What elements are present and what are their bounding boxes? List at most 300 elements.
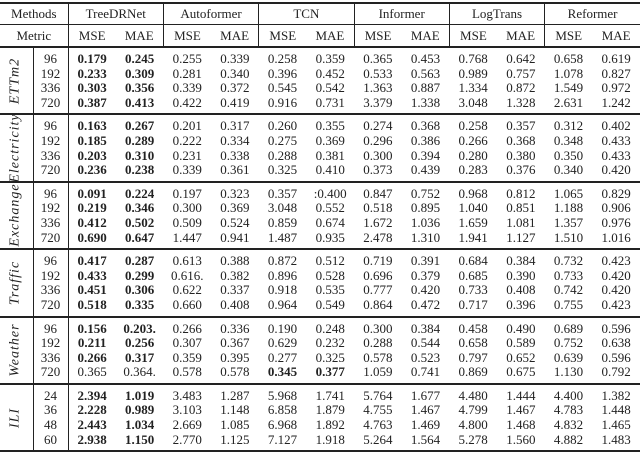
value-cell: 0.989	[458, 65, 488, 81]
value-cell: 0.376	[506, 162, 536, 178]
results-table	[0, 2, 640, 452]
table-row	[0, 403, 640, 418]
value-cell: 1.469	[410, 417, 441, 433]
value-cell: 1.487	[267, 229, 298, 245]
table-row	[0, 114, 640, 134]
value-cell: 0.509	[172, 214, 202, 230]
value-cell: 4.800	[458, 417, 488, 433]
value-cell	[116, 433, 164, 452]
best-value: 0.335	[124, 296, 155, 312]
horizon-cell: 96	[33, 249, 68, 269]
value-cell: 0.638	[601, 335, 631, 351]
value-cell: 0.847	[363, 185, 393, 201]
value-cell	[116, 418, 164, 433]
value-cell: 0.369	[315, 132, 345, 148]
best-value: 0.518	[77, 296, 107, 312]
value-cell: 1.659	[458, 214, 488, 230]
horizon-cell: 192	[33, 201, 68, 216]
value-cell	[116, 336, 164, 351]
value-cell: 0.675	[506, 364, 536, 380]
value-cell	[116, 283, 164, 298]
value-cell: 1.447	[172, 229, 202, 245]
value-cell: 4.763	[363, 417, 393, 433]
value-cell	[116, 249, 164, 269]
value-cell: 0.622	[172, 282, 202, 298]
horizon-cell: 36	[33, 403, 68, 418]
value-cell: 1.363	[363, 80, 393, 96]
best-value: 0.412	[77, 214, 107, 230]
value-cell: 0.337	[220, 282, 250, 298]
horizon-cell: 96	[33, 317, 68, 337]
value-cell: 0.334	[220, 132, 250, 148]
value-cell: 5.264	[363, 431, 393, 447]
best-value: 0.287	[124, 253, 155, 269]
table-row	[0, 365, 640, 384]
value-cell	[68, 249, 116, 269]
value-cell: 0.752	[410, 185, 441, 201]
value-cell: 1.941	[458, 229, 488, 245]
value-cell	[116, 351, 164, 366]
best-value: 0.238	[124, 162, 155, 178]
value-cell: 0.350	[553, 147, 584, 163]
best-value: 0.387	[77, 94, 107, 110]
value-cell: 1.338	[410, 94, 441, 110]
value-cell: 0.535	[315, 282, 345, 298]
value-cell: 0.777	[363, 282, 393, 298]
value-cell: 0.864	[363, 296, 393, 312]
value-cell	[68, 47, 116, 67]
value-cell: :0.400	[313, 185, 347, 201]
value-cell: 1.188	[553, 200, 584, 216]
value-cell: 0.300	[363, 320, 393, 336]
value-cell: 0.420	[410, 282, 441, 298]
table-row	[0, 298, 640, 317]
value-cell: 0.386	[410, 132, 441, 148]
horizon-cell: 720	[33, 163, 68, 182]
value-cell: 0.642	[506, 51, 536, 66]
value-cell: 4.882	[553, 431, 584, 447]
value-cell: 1.085	[220, 417, 250, 433]
methods-label: Methods	[0, 3, 68, 25]
best-value: 0.417	[77, 253, 107, 269]
value-cell: 1.125	[220, 431, 250, 447]
value-cell: 0.422	[172, 94, 202, 110]
dataset-group	[0, 249, 640, 316]
table-row	[0, 317, 640, 337]
value-cell: 1.467	[410, 402, 441, 418]
value-cell: 0.533	[363, 65, 393, 81]
value-cell: 0.396	[267, 65, 298, 81]
value-cell: 0.348	[553, 132, 584, 148]
metric-header: MSE	[259, 25, 307, 48]
value-cell	[68, 81, 116, 96]
value-cell: 1.549	[553, 80, 584, 96]
value-cell: 0.935	[315, 229, 345, 245]
value-cell: 1.741	[315, 387, 345, 403]
value-cell	[68, 149, 116, 164]
value-cell: 0.812	[506, 185, 536, 201]
value-cell	[116, 298, 164, 317]
value-cell: 0.258	[458, 118, 488, 134]
value-cell: 0.458	[458, 320, 488, 336]
table-row	[0, 249, 640, 269]
value-cell: 0.524	[220, 214, 250, 230]
value-cell: 4.400	[553, 387, 584, 403]
value-cell: 3.048	[458, 94, 488, 110]
value-cell: 0.381	[315, 147, 345, 163]
value-cell: 0.906	[601, 200, 631, 216]
value-cell: 7.127	[267, 431, 298, 447]
value-cell	[68, 351, 116, 366]
best-value: 0.309	[124, 65, 155, 81]
dataset-group	[0, 384, 640, 451]
value-cell: 0.433	[601, 132, 631, 148]
value-cell	[116, 67, 164, 82]
value-cell: 0.355	[315, 118, 345, 134]
best-value: 0.211	[77, 335, 107, 351]
best-value: 0.989	[124, 402, 155, 418]
value-cell	[68, 96, 116, 115]
value-cell: 0.339	[220, 51, 250, 66]
value-cell	[68, 201, 116, 216]
horizon-cell: 336	[33, 283, 68, 298]
value-cell: 0.258	[267, 51, 298, 66]
horizon-cell: 720	[33, 96, 68, 115]
value-cell: 0.283	[458, 162, 488, 178]
value-cell: 0.359	[172, 349, 202, 365]
value-cell: 0.887	[410, 80, 441, 96]
value-cell: 0.545	[267, 80, 298, 96]
metric-header: MSE	[449, 25, 497, 48]
value-cell	[68, 134, 116, 149]
value-cell: 0.512	[315, 253, 345, 269]
value-cell: 0.658	[458, 335, 488, 351]
value-cell: 0.578	[220, 364, 250, 380]
value-cell: 5.278	[458, 431, 488, 447]
best-value: 0.236	[77, 162, 107, 178]
value-cell	[68, 418, 116, 433]
value-cell: 0.275	[267, 132, 298, 148]
value-cell: 4.480	[458, 387, 488, 403]
dataset-name: Electricity	[7, 113, 23, 183]
value-cell: 1.448	[601, 402, 631, 418]
table-row	[0, 216, 640, 231]
best-value: 2.938	[77, 431, 107, 447]
value-cell: 2.770	[172, 431, 202, 447]
value-cell: 0.300	[363, 147, 393, 163]
value-cell	[116, 317, 164, 337]
value-cell: 0.391	[410, 253, 441, 269]
best-value: 0.413	[124, 94, 155, 110]
dataset-label	[0, 114, 33, 181]
value-cell: 1.382	[601, 387, 631, 403]
value-cell: 0.395	[220, 349, 250, 365]
value-cell: 0.439	[410, 162, 441, 178]
value-cell: 0.423	[601, 253, 631, 269]
value-cell: 1.287	[220, 387, 250, 403]
value-cell	[68, 114, 116, 134]
horizon-cell: 720	[33, 231, 68, 250]
value-cell: 0.827	[601, 65, 631, 81]
value-cell: 1.130	[553, 364, 584, 380]
value-cell: 0.340	[553, 162, 584, 178]
value-cell: 1.036	[410, 214, 441, 230]
value-cell	[116, 403, 164, 418]
dataset-name: ETTm2	[7, 57, 23, 104]
dataset-group	[0, 114, 640, 181]
value-cell: 6.858	[267, 402, 298, 418]
value-cell: 0.851	[506, 200, 536, 216]
value-cell: 0.629	[267, 335, 298, 351]
value-cell: 0.528	[315, 267, 345, 283]
dataset-name: Exchange	[7, 183, 23, 248]
value-cell: 0.201	[172, 118, 202, 134]
value-cell: 1.081	[506, 214, 536, 230]
table-row	[0, 283, 640, 298]
value-cell: 0.490	[506, 320, 536, 336]
value-cell: 0.696	[363, 267, 393, 283]
horizon-cell: 96	[33, 47, 68, 67]
value-cell	[68, 231, 116, 250]
metric-header: MSE	[68, 25, 116, 48]
value-cell: 1.016	[601, 229, 631, 245]
value-cell: 1.892	[315, 417, 345, 433]
value-cell: 0.408	[220, 296, 250, 312]
best-value: 0.091	[77, 185, 107, 201]
value-cell: 0.544	[410, 335, 441, 351]
best-value: 0.156	[77, 320, 107, 336]
metric-header: MAE	[116, 25, 164, 48]
value-cell: 0.869	[458, 364, 488, 380]
metric-header: MSE	[163, 25, 211, 48]
value-cell: 0.255	[172, 51, 202, 66]
value-cell: 0.232	[315, 335, 345, 351]
horizon-cell: 336	[33, 149, 68, 164]
value-cell	[116, 81, 164, 96]
value-cell: 0.379	[410, 267, 441, 283]
header-methods-row	[0, 3, 640, 25]
value-cell: 0.941	[220, 229, 250, 245]
value-cell: 2.669	[172, 417, 202, 433]
value-cell: 1.677	[410, 387, 441, 403]
value-cell: 0.357	[506, 118, 536, 134]
value-cell	[116, 201, 164, 216]
value-cell: 2.631	[553, 94, 584, 110]
metric-header: MSE	[354, 25, 402, 48]
value-cell: 1.059	[363, 364, 393, 380]
value-cell: 0.323	[220, 185, 250, 201]
value-cell: 2.478	[363, 229, 393, 245]
dataset-group	[0, 317, 640, 384]
value-cell: 0.964	[267, 296, 298, 312]
best-value: 0.451	[77, 282, 107, 298]
horizon-cell: 336	[33, 351, 68, 366]
value-cell: 0.325	[315, 349, 345, 365]
value-cell: 0.797	[458, 349, 488, 365]
table-row	[0, 351, 640, 366]
value-cell: 0.639	[553, 349, 584, 365]
horizon-cell: 192	[33, 336, 68, 351]
value-cell: 0.660	[172, 296, 202, 312]
value-cell: 0.365	[77, 364, 107, 380]
value-cell	[116, 114, 164, 134]
value-cell	[116, 149, 164, 164]
value-cell: 0.542	[315, 80, 345, 96]
value-cell: 1.310	[410, 229, 441, 245]
table-row	[0, 231, 640, 250]
value-cell: 1.564	[410, 431, 441, 447]
model-header: Informer	[354, 3, 449, 25]
best-value: 0.163	[77, 118, 107, 134]
value-cell: 3.103	[172, 402, 202, 418]
value-cell: 5.764	[363, 387, 393, 403]
table-row	[0, 47, 640, 67]
value-cell: 0.408	[506, 282, 536, 298]
value-cell: 1.328	[506, 94, 536, 110]
value-cell	[68, 403, 116, 418]
value-cell: 0.365	[363, 51, 393, 66]
value-cell: 4.799	[458, 402, 488, 418]
table-row	[0, 384, 640, 404]
best-value: 0.377	[315, 364, 345, 380]
value-cell: 0.719	[363, 253, 393, 269]
horizon-cell: 96	[33, 182, 68, 202]
dataset-label	[0, 47, 33, 114]
best-value: 1.019	[124, 387, 155, 403]
best-value: 0.306	[124, 282, 155, 298]
best-value: 0.303	[77, 80, 107, 96]
dataset-label	[0, 384, 33, 451]
table-row	[0, 433, 640, 452]
best-value: 0.185	[77, 132, 107, 148]
table-row	[0, 418, 640, 433]
best-value: 0.245	[124, 51, 155, 66]
value-cell	[68, 336, 116, 351]
value-cell: 1.468	[506, 417, 536, 433]
dataset-label	[0, 182, 33, 249]
table-row	[0, 134, 640, 149]
table-row	[0, 67, 640, 82]
value-cell	[68, 269, 116, 284]
best-value: 2.394	[77, 387, 107, 403]
value-cell: 0.384	[410, 320, 441, 336]
best-value: 0.356	[124, 80, 155, 96]
value-cell: 0.733	[553, 267, 584, 283]
value-cell: 1.242	[601, 94, 631, 110]
value-cell: 0.231	[172, 147, 202, 163]
value-cell: 0.652	[506, 349, 536, 365]
value-cell: 1.040	[458, 200, 488, 216]
value-cell: 1.148	[220, 402, 250, 418]
value-cell: 0.197	[172, 185, 202, 201]
value-cell: 0.433	[601, 147, 631, 163]
value-cell: 0.616.	[170, 267, 204, 283]
value-cell: 3.483	[172, 387, 202, 403]
value-cell: 3.379	[363, 94, 393, 110]
value-cell: 0.918	[267, 282, 298, 298]
value-cell: 0.741	[410, 364, 441, 380]
value-cell: 0.402	[601, 118, 631, 134]
best-value: 0.289	[124, 132, 155, 148]
horizon-cell: 192	[33, 134, 68, 149]
value-cell: 1.483	[601, 431, 631, 447]
value-cell: 1.334	[458, 80, 488, 96]
value-cell: 0.578	[363, 349, 393, 365]
value-cell: 4.755	[363, 402, 393, 418]
value-cell: 0.394	[410, 147, 441, 163]
value-cell: 0.859	[267, 214, 298, 230]
value-cell: 0.674	[315, 214, 345, 230]
horizon-cell: 192	[33, 67, 68, 82]
value-cell: 0.742	[553, 282, 584, 298]
value-cell	[306, 365, 354, 384]
value-cell	[116, 134, 164, 149]
best-value: 0.317	[124, 349, 155, 365]
value-cell: 1.672	[363, 214, 393, 230]
value-cell	[68, 283, 116, 298]
horizon-cell: 48	[33, 418, 68, 433]
value-cell	[68, 317, 116, 337]
horizon-cell: 192	[33, 269, 68, 284]
value-cell: 0.281	[172, 65, 202, 81]
value-cell: 0.380	[506, 147, 536, 163]
value-cell: 0.578	[172, 364, 202, 380]
value-cell: 0.872	[506, 80, 536, 96]
best-value: 0.346	[124, 200, 155, 216]
value-cell: 1.510	[553, 229, 584, 245]
table-row	[0, 81, 640, 96]
model-header: Autoformer	[163, 3, 258, 25]
value-cell: 0.757	[506, 65, 536, 81]
value-cell	[68, 67, 116, 82]
value-cell: 0.388	[220, 253, 250, 269]
best-value: 0.203.	[123, 320, 156, 336]
table-row	[0, 269, 640, 284]
value-cell: 0.419	[220, 94, 250, 110]
dataset-label	[0, 317, 33, 384]
best-value: 0.233	[77, 65, 107, 81]
value-cell: 0.420	[601, 162, 631, 178]
value-cell: 0.589	[506, 335, 536, 351]
value-cell: 5.968	[267, 387, 298, 403]
value-cell: 0.296	[363, 132, 393, 148]
metric-header: MAE	[497, 25, 545, 48]
value-cell: 0.613	[172, 253, 202, 269]
best-value: 0.299	[124, 267, 155, 283]
value-cell: 0.916	[267, 94, 298, 110]
value-cell	[68, 216, 116, 231]
value-cell: 0.312	[553, 118, 584, 134]
value-cell	[68, 298, 116, 317]
value-cell: 0.288	[267, 147, 298, 163]
horizon-cell: 60	[33, 433, 68, 452]
table-row	[0, 96, 640, 115]
value-cell: 0.829	[601, 185, 631, 201]
value-cell: 1.560	[506, 431, 536, 447]
horizon-cell: 720	[33, 298, 68, 317]
value-cell	[116, 163, 164, 182]
value-cell: 0.260	[267, 118, 298, 134]
value-cell: 0.976	[601, 214, 631, 230]
value-cell: 0.288	[363, 335, 393, 351]
table-row	[0, 149, 640, 164]
metric-header: MAE	[592, 25, 640, 48]
value-cell: 0.340	[220, 65, 250, 81]
value-cell: 0.596	[601, 349, 631, 365]
value-cell: 0.317	[220, 118, 250, 134]
value-cell: 0.277	[267, 349, 298, 365]
value-cell: 0.518	[363, 200, 393, 216]
